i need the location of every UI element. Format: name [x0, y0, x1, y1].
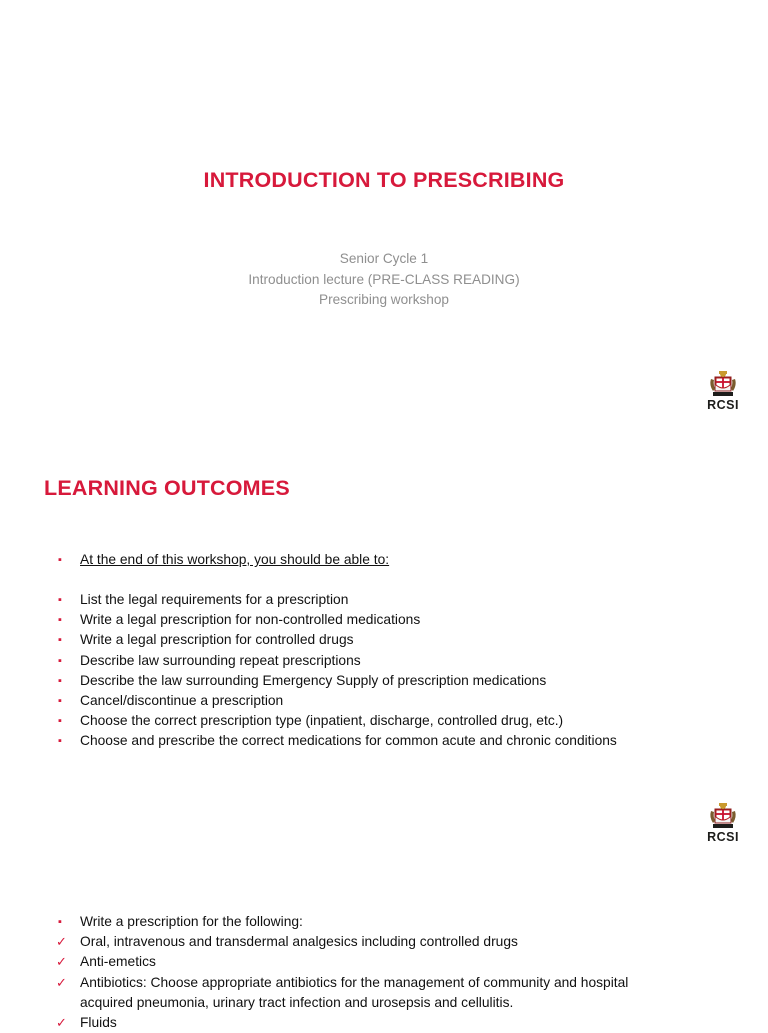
outcome-text: Choose and prescribe the correct medications for common acute and chronic conditions	[80, 733, 617, 749]
list-item	[58, 973, 670, 1013]
square-bullet-icon: ▪	[58, 695, 62, 708]
list-item	[58, 1013, 670, 1033]
list-item	[58, 590, 617, 610]
square-bullet-icon: ▪	[58, 735, 62, 748]
list-item	[58, 711, 617, 731]
square-bullet-icon: ▪	[58, 554, 62, 566]
list-item	[58, 630, 617, 650]
subtitle-line: Prescribing workshop	[319, 292, 449, 307]
checkmark-icon: ✓	[56, 954, 67, 970]
task-text: Fluids	[80, 1015, 117, 1031]
square-bullet-icon: ▪	[58, 654, 62, 667]
subtitle-line: Introduction lecture (PRE-CLASS READING)	[248, 271, 520, 287]
logo-text: RCSI	[707, 830, 739, 844]
list-item	[58, 651, 617, 671]
presentation-title: INTRODUCTION TO PRESCRIBING	[203, 168, 565, 192]
task-text: Anti-emetics	[80, 954, 156, 970]
outcome-text: Write a legal prescription for non-controlled medications	[80, 612, 421, 628]
intro-list	[58, 550, 389, 570]
subtitle-line: Senior Cycle 1	[339, 251, 429, 266]
list-item	[58, 731, 617, 751]
square-bullet-icon: ▪	[58, 715, 62, 728]
task-text: Oral, intravenous and transdermal analgesics including controlled drugs	[80, 934, 518, 950]
outcome-text: Choose the correct prescription type (inpatient, discharge, controlled drug, etc.)	[80, 713, 564, 729]
subtitle-block	[0, 249, 768, 311]
rcsi-logo	[698, 801, 748, 847]
list-item	[58, 952, 670, 972]
task-intro-text: Write a prescription for the following:	[80, 914, 303, 929]
square-bullet-icon: ▪	[58, 614, 62, 627]
list-item	[58, 932, 670, 952]
list-item	[58, 610, 617, 630]
outcomes-list	[58, 590, 617, 752]
outcome-text: Describe the law surrounding Emergency Supply of prescription medications	[80, 672, 547, 688]
square-bullet-icon: ▪	[58, 594, 62, 606]
rcsi-crest-icon	[708, 369, 738, 399]
checkmark-icon: ✓	[56, 974, 67, 990]
checkmark-icon: ✓	[56, 1015, 67, 1031]
square-bullet-icon: ▪	[58, 634, 62, 647]
outcome-text: Describe law surrounding repeat prescriptions	[80, 652, 361, 668]
logo-text: RCSI	[707, 398, 739, 412]
outcome-text: List the legal requirements for a prescription	[80, 592, 349, 607]
title-slide	[0, 0, 768, 432]
list-item	[58, 691, 617, 711]
intro-text: At the end of this workshop, you should be able to:	[80, 552, 390, 567]
square-bullet-icon: ▪	[58, 674, 62, 687]
outcome-text: Write a legal prescription for controlled drugs	[80, 632, 354, 648]
task-text: Antibiotics: Choose appropriate antibiotics for the management of community and hospital acquired pneumonia, urinary tract infection and urosepsis and cellulitis.	[80, 974, 629, 1010]
list-item	[58, 912, 670, 932]
prescription-tasks-slide	[0, 864, 768, 1031]
checkmark-icon: ✓	[56, 934, 67, 950]
rcsi-logo	[698, 369, 748, 415]
square-bullet-icon: ▪	[58, 916, 62, 928]
rcsi-crest-icon	[708, 801, 738, 831]
section-title: LEARNING OUTCOMES	[44, 476, 290, 500]
list-item	[58, 550, 389, 570]
tasks-list	[58, 912, 670, 1033]
learning-outcomes-slide	[0, 432, 768, 864]
outcome-text: Cancel/discontinue a prescription	[80, 693, 284, 709]
list-item	[58, 671, 617, 691]
